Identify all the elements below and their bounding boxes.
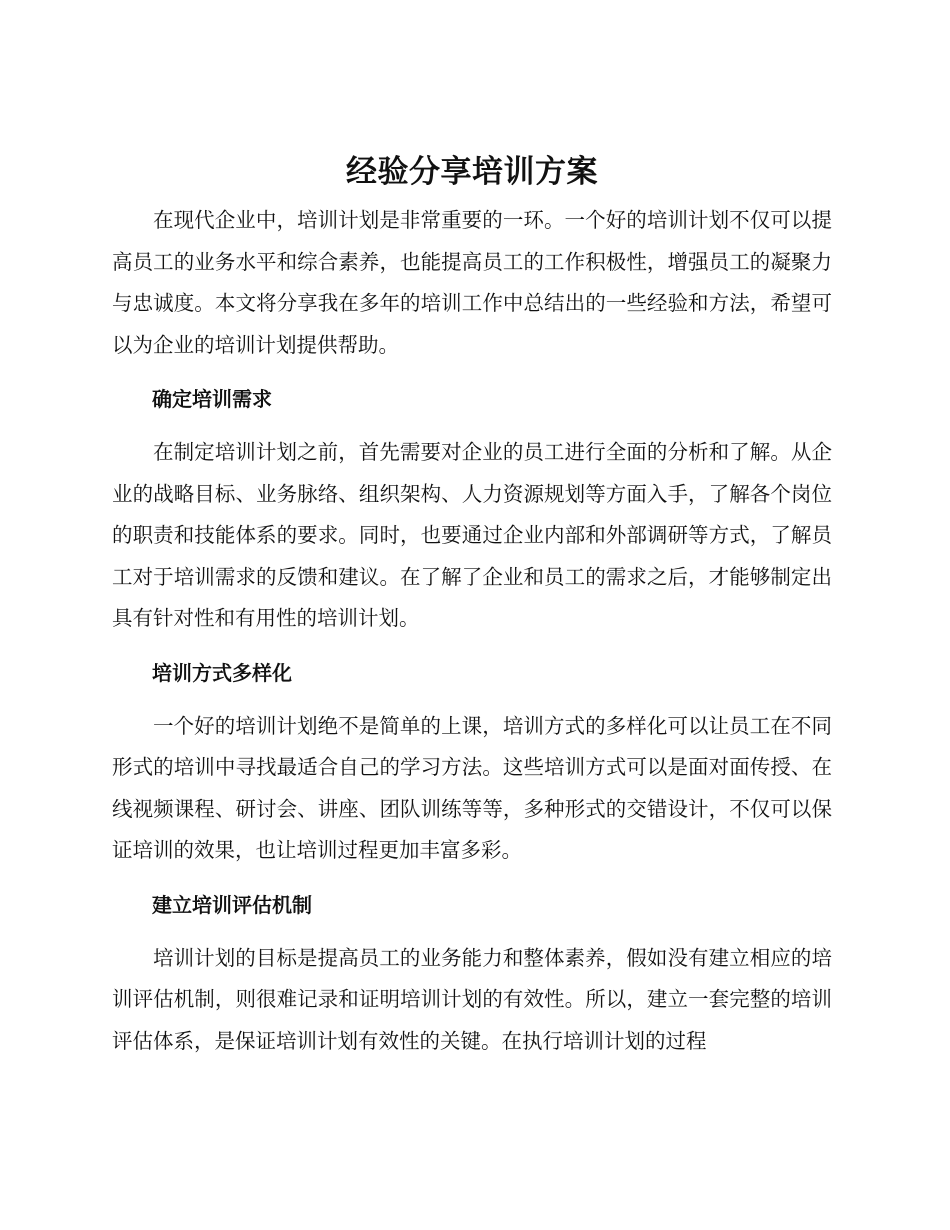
document-content (112, 150, 832, 1062)
section-heading-training-needs: 确定培训需求 (152, 387, 272, 411)
section-body-evaluation-mechanism: 培训计划的目标是提高员工的业务能力和整体素养，假如没有建立相应的培训评估机制，则很难记录和证明培训计划的有效性。所以，建立一套完整的培训评估体系，是保证培训计划有效性的关键。在执行培训计划的过程 (112, 945, 832, 1053)
section-body-training-needs: 在制定培训计划之前，首先需要对企业的员工进行全面的分析和了解。从企业的战略目标、业务脉络、组织架构、人力资源规划等方面入手，了解各个岗位的职责和技能体系的要求。同时，也要通过企业内部和外部调研等方式，了解员工对于培训需求的反馈和建议。在了解了企业和员工的需求之后，才能够制定出具有针对性和有用性的培训计划。 (112, 440, 832, 630)
intro-paragraph: 在现代企业中，培训计划是非常重要的一环。一个好的培训计划不仅可以提高员工的业务水平和综合素养，也能提高员工的工作积极性，增强员工的凝聚力与忠诚度。本文将分享我在多年的培训工作中总结出的一些经验和方法，希望可以为企业的培训计划提供帮助。 (112, 208, 832, 357)
section-body-diverse-methods: 一个好的培训计划绝不是简单的上课，培训方式的多样化可以让员工在不同形式的培训中寻找最适合自己的学习方法。这些培训方式可以是面对面传授、在线视频课程、研讨会、讲座、团队训练等等，多种形式的交错设计，不仅可以保证培训的效果，也让培训过程更加丰富多彩。 (112, 713, 832, 862)
document-title: 经验分享培训方案 (346, 154, 598, 190)
section-heading-evaluation-mechanism: 建立培训评估机制 (152, 892, 312, 917)
section-heading-diverse-methods: 培训方式多样化 (152, 660, 292, 685)
